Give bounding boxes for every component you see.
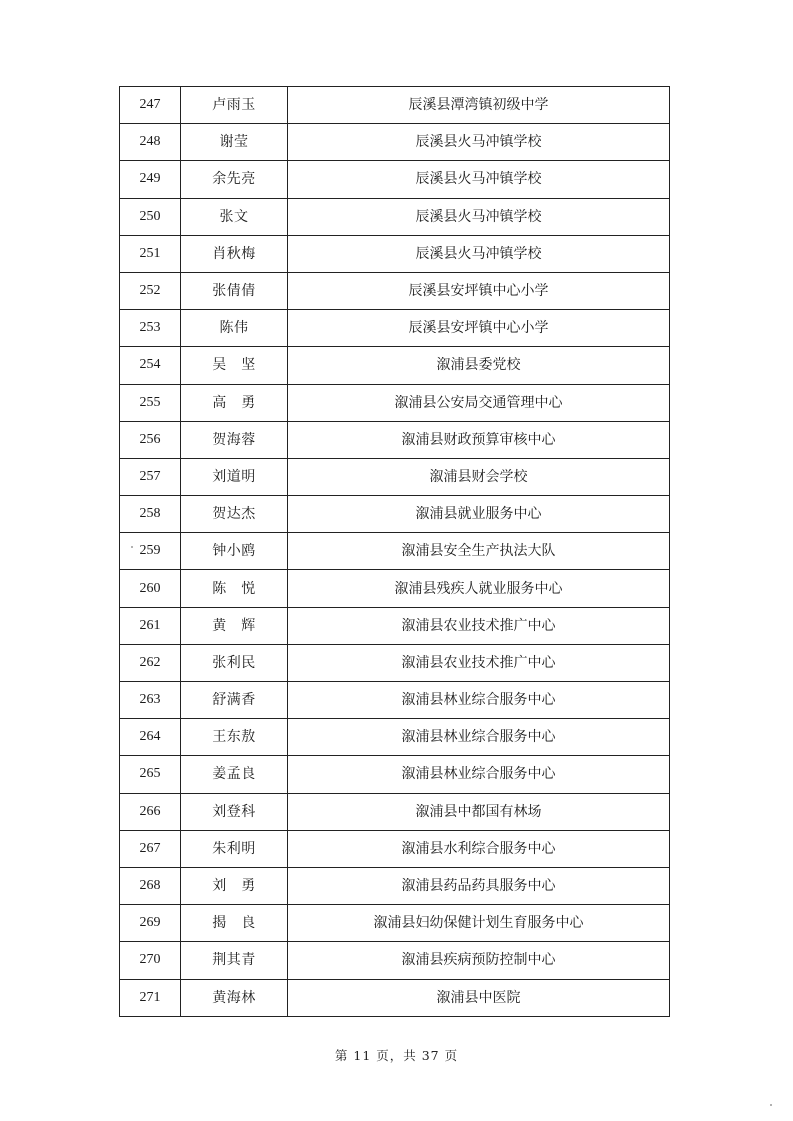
person-name: 朱利明 xyxy=(181,830,288,867)
table-row xyxy=(120,496,670,533)
table-row xyxy=(120,905,670,942)
table-row xyxy=(120,979,670,1016)
row-number: 255 xyxy=(120,384,181,421)
table-row xyxy=(120,793,670,830)
table-row xyxy=(120,384,670,421)
table-row xyxy=(120,124,670,161)
row-number: 247 xyxy=(120,87,181,124)
table-row xyxy=(120,570,670,607)
table-row xyxy=(120,421,670,458)
row-number: 262 xyxy=(120,644,181,681)
table-row xyxy=(120,533,670,570)
table-row xyxy=(120,756,670,793)
table-row xyxy=(120,867,670,904)
table-row xyxy=(120,644,670,681)
person-name: 刘登科 xyxy=(181,793,288,830)
work-unit: 溆浦县林业综合服务中心 xyxy=(288,719,670,756)
person-name: 黄 辉 xyxy=(181,607,288,644)
table-row xyxy=(120,161,670,198)
row-number: 248 xyxy=(120,124,181,161)
scan-speck xyxy=(770,1104,772,1106)
person-name: 卢雨玉 xyxy=(181,87,288,124)
row-number: 252 xyxy=(120,272,181,309)
person-name: 余先亮 xyxy=(181,161,288,198)
person-name: 吴 坚 xyxy=(181,347,288,384)
roster-table xyxy=(119,86,670,1017)
work-unit: 溆浦县残疾人就业服务中心 xyxy=(288,570,670,607)
person-name: 刘 勇 xyxy=(181,867,288,904)
person-name: 钟小鸥 xyxy=(181,533,288,570)
person-name: 荆其青 xyxy=(181,942,288,979)
row-number: 250 xyxy=(120,198,181,235)
row-number: 261 xyxy=(120,607,181,644)
work-unit: 辰溪县潭湾镇初级中学 xyxy=(288,87,670,124)
work-unit: 溆浦县委党校 xyxy=(288,347,670,384)
work-unit: 溆浦县农业技术推广中心 xyxy=(288,607,670,644)
work-unit: 溆浦县公安局交通管理中心 xyxy=(288,384,670,421)
work-unit: 辰溪县安坪镇中心小学 xyxy=(288,310,670,347)
person-name: 高 勇 xyxy=(181,384,288,421)
work-unit: 辰溪县火马冲镇学校 xyxy=(288,161,670,198)
row-number: 258 xyxy=(120,496,181,533)
table-row xyxy=(120,830,670,867)
work-unit: 辰溪县火马冲镇学校 xyxy=(288,235,670,272)
person-name: 黄海林 xyxy=(181,979,288,1016)
person-name: 舒满香 xyxy=(181,682,288,719)
work-unit: 溆浦县安全生产执法大队 xyxy=(288,533,670,570)
row-number: 267 xyxy=(120,830,181,867)
row-number: 265 xyxy=(120,756,181,793)
table-row xyxy=(120,235,670,272)
row-number: 260 xyxy=(120,570,181,607)
row-number: 269 xyxy=(120,905,181,942)
work-unit: 溆浦县农业技术推广中心 xyxy=(288,644,670,681)
table-row xyxy=(120,87,670,124)
work-unit: 溆浦县药品药具服务中心 xyxy=(288,867,670,904)
row-number: 259 xyxy=(120,533,181,570)
work-unit: 溆浦县林业综合服务中心 xyxy=(288,682,670,719)
work-unit: 辰溪县火马冲镇学校 xyxy=(288,198,670,235)
person-name: 揭 良 xyxy=(181,905,288,942)
table-row xyxy=(120,942,670,979)
person-name: 张利民 xyxy=(181,644,288,681)
table-row xyxy=(120,310,670,347)
person-name: 刘道明 xyxy=(181,458,288,495)
table-row xyxy=(120,198,670,235)
work-unit: 溆浦县中都国有林场 xyxy=(288,793,670,830)
table-row xyxy=(120,607,670,644)
work-unit: 溆浦县财政预算审核中心 xyxy=(288,421,670,458)
row-number: 251 xyxy=(120,235,181,272)
table-row xyxy=(120,719,670,756)
person-name: 王东敖 xyxy=(181,719,288,756)
scan-speck xyxy=(131,546,133,548)
table-row xyxy=(120,347,670,384)
person-name: 谢莹 xyxy=(181,124,288,161)
work-unit: 溆浦县就业服务中心 xyxy=(288,496,670,533)
work-unit: 溆浦县财会学校 xyxy=(288,458,670,495)
row-number: 266 xyxy=(120,793,181,830)
row-number: 254 xyxy=(120,347,181,384)
row-number: 257 xyxy=(120,458,181,495)
person-name: 姜孟良 xyxy=(181,756,288,793)
row-number: 271 xyxy=(120,979,181,1016)
table-row xyxy=(120,272,670,309)
person-name: 陈伟 xyxy=(181,310,288,347)
work-unit: 溆浦县疾病预防控制中心 xyxy=(288,942,670,979)
row-number: 263 xyxy=(120,682,181,719)
work-unit: 辰溪县安坪镇中心小学 xyxy=(288,272,670,309)
work-unit: 辰溪县火马冲镇学校 xyxy=(288,124,670,161)
person-name: 肖秋梅 xyxy=(181,235,288,272)
table-row xyxy=(120,682,670,719)
row-number: 253 xyxy=(120,310,181,347)
person-name: 陈 悦 xyxy=(181,570,288,607)
person-name: 张倩倩 xyxy=(181,272,288,309)
table-row xyxy=(120,458,670,495)
row-number: 264 xyxy=(120,719,181,756)
person-name: 贺达杰 xyxy=(181,496,288,533)
page-footer: 第 11 页，共 37 页 xyxy=(334,1048,459,1063)
row-number: 256 xyxy=(120,421,181,458)
row-number: 270 xyxy=(120,942,181,979)
work-unit: 溆浦县水利综合服务中心 xyxy=(288,830,670,867)
row-number: 268 xyxy=(120,867,181,904)
row-number: 249 xyxy=(120,161,181,198)
person-name: 张文 xyxy=(181,198,288,235)
work-unit: 溆浦县中医院 xyxy=(288,979,670,1016)
work-unit: 溆浦县林业综合服务中心 xyxy=(288,756,670,793)
person-name: 贺海蓉 xyxy=(181,421,288,458)
work-unit: 溆浦县妇幼保健计划生育服务中心 xyxy=(288,905,670,942)
